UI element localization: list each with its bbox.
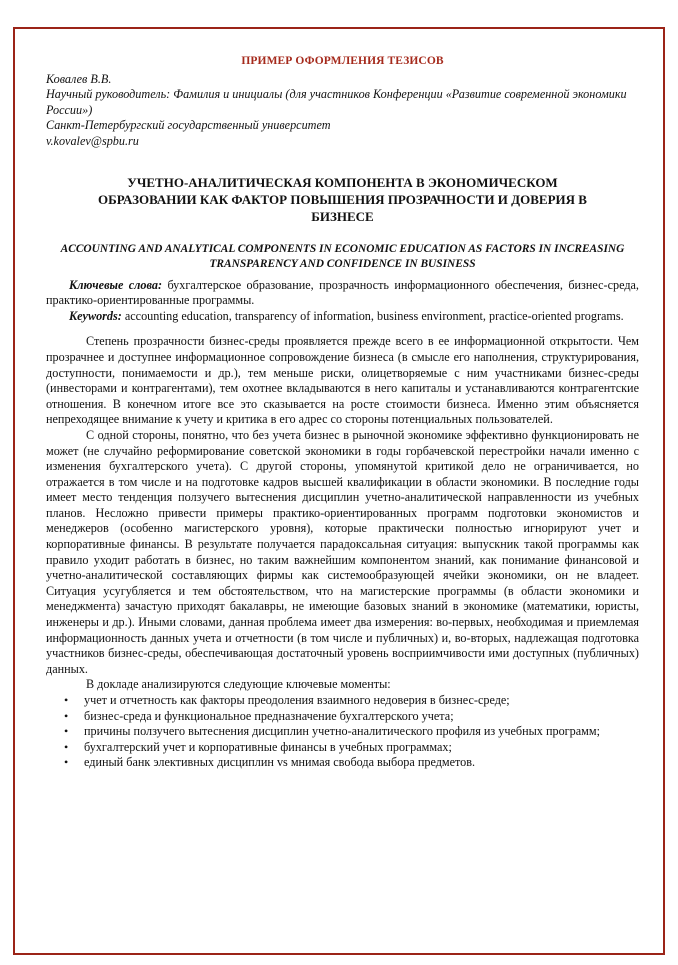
keywords-en-text: accounting education, transparency of information, business environment, practice-oriented programs. (121, 308, 624, 323)
bullet-icon: • (64, 693, 69, 707)
author-name: Ковалев В.В. (46, 71, 112, 86)
bullet-icon: • (64, 708, 69, 723)
list-item (46, 709, 639, 725)
list-item-text: бизнес-среда и функциональное предназначение бухгалтерского учета; (84, 708, 454, 723)
list-item (46, 740, 639, 756)
title-ru: УЧЕТНО-АНАЛИТИЧЕСКАЯ КОМПОНЕНТА В ЭКОНОМИЧЕСКОМ ОБРАЗОВАНИИ КАК ФАКТОР ПОВЫШЕНИЯ ПРОЗРАЧНОСТИ И ДОВЕРИЯ В БИЗНЕСЕ (98, 174, 587, 224)
author-email: v.kovalev@spbu.ru (46, 133, 139, 148)
title-en: ACCOUNTING AND ANALYTICAL COMPONENTS IN ECONOMIC EDUCATION AS FACTORS IN INCREASING TRANSPARENCY AND CONFIDENCE IN BUSINESS (60, 242, 625, 270)
keywords-ru (46, 278, 639, 309)
list-item-text: бухгалтерский учет и корпоративные финансы в учебных программах; (84, 739, 452, 754)
keywords-en-label: Keywords: (69, 308, 122, 323)
list-item (46, 755, 639, 771)
bullet-icon: • (64, 724, 69, 739)
author-advisor: Научный руководитель: Фамилия и инициалы (для участников Конференции «Развитие современной экономики России») (46, 87, 627, 117)
key-points-list (46, 693, 639, 771)
bullet-icon: • (64, 755, 69, 770)
document-content (46, 54, 639, 771)
list-item-text: единый банк элективных дисциплин vs мнимая свобода выбора предметов. (84, 755, 476, 770)
author-university: Санкт-Петербургский государственный университет (46, 118, 331, 133)
list-item-text: учет и отчетность как факторы преодоления взаимного недоверия в бизнес-среде; (84, 693, 510, 707)
template-title: ПРИМЕР ОФОРМЛЕНИЯ ТЕЗИСОВ (241, 55, 444, 67)
bullet-icon: • (64, 739, 69, 754)
body-paragraph: В докладе анализируются следующие ключевые моменты: (86, 677, 391, 692)
body-paragraph: С одной стороны, понятно, что без учета бизнес в рыночной экономике эффективно функционировать не может (не случайно реформирование советской экономики в годы горбачевской перестройки начали именно с изменения бухгалтерского учета). С другой стороны, упомянутой критикой дело не ограничивается, но отражается в том числе и на подготовке кадров высшей квалификации в области экономики. В последние годы имеет место тенденция ползучего вытеснения дисциплин учетно-аналитической направленности из учебных планов. Несложно привести примеры практико-ориентированных программ подготовки экономистов и менеджеров (особенно магистерского уровня), которые практически полностью игнорируют учет и корпоративные финансы. В результате получается парадоксальная ситуация: выпускник такой программы как правило уходит работать в бизнес, но таким важнейшим компонентом знаний, как понимание финансовой и учетно-аналитической составляющих фирмы как системообразующей ячейки экономики, он не владеет. Ситуация усугубляется и тем обстоятельством, что на магистерские программы (в области экономики и менеджмента) зачастую приходят бакалавры, не имеющие базовых знаний в экономике (математики, юристы, инженеры и др.). Иными словами, данная проблема имеет два измерения: во-первых, необходимая и приемлемая информационность данных учета и отчетности (в том числе и публичных) и, во-вторых, надлежащая подготовка участников бизнес-среды, обеспечивающая достаточный уровень восприимчивости ими доступных (публичных) данных. (46, 427, 639, 676)
list-item-text: причины ползучего вытеснения дисциплин учетно-аналитического профиля из учебных программ; (84, 724, 600, 739)
keywords-ru-text: бухгалтерское образование, прозрачность информационного обеспечения, бизнес-среда, практико-ориентированные программы. (46, 277, 639, 308)
list-item (46, 693, 639, 709)
keywords-en (46, 309, 639, 325)
keywords-ru-label: Ключевые слова: (69, 277, 163, 292)
body-paragraph: Степень прозрачности бизнес-среды проявляется прежде всего в ее информационной открытости. Чем прозрачнее и доступнее информационное сопровождение бизнеса (в смысле его наполнения, структурирования, доступности, понимаемости и др.), тем меньше риски, олицетворяемые с ним участниками бизнес-среды (инвесторами и контрагентами), тем охотнее вкладываются в него капиталы и устанавливаются контрагентские отношения. В конечном итоге все это сказывается на росте стоимости бизнеса. Именно этим объясняется непреходящее внимание к учету и критика в его адрес со стороны потенциальных пользователей. (46, 334, 639, 427)
list-item (46, 724, 639, 740)
